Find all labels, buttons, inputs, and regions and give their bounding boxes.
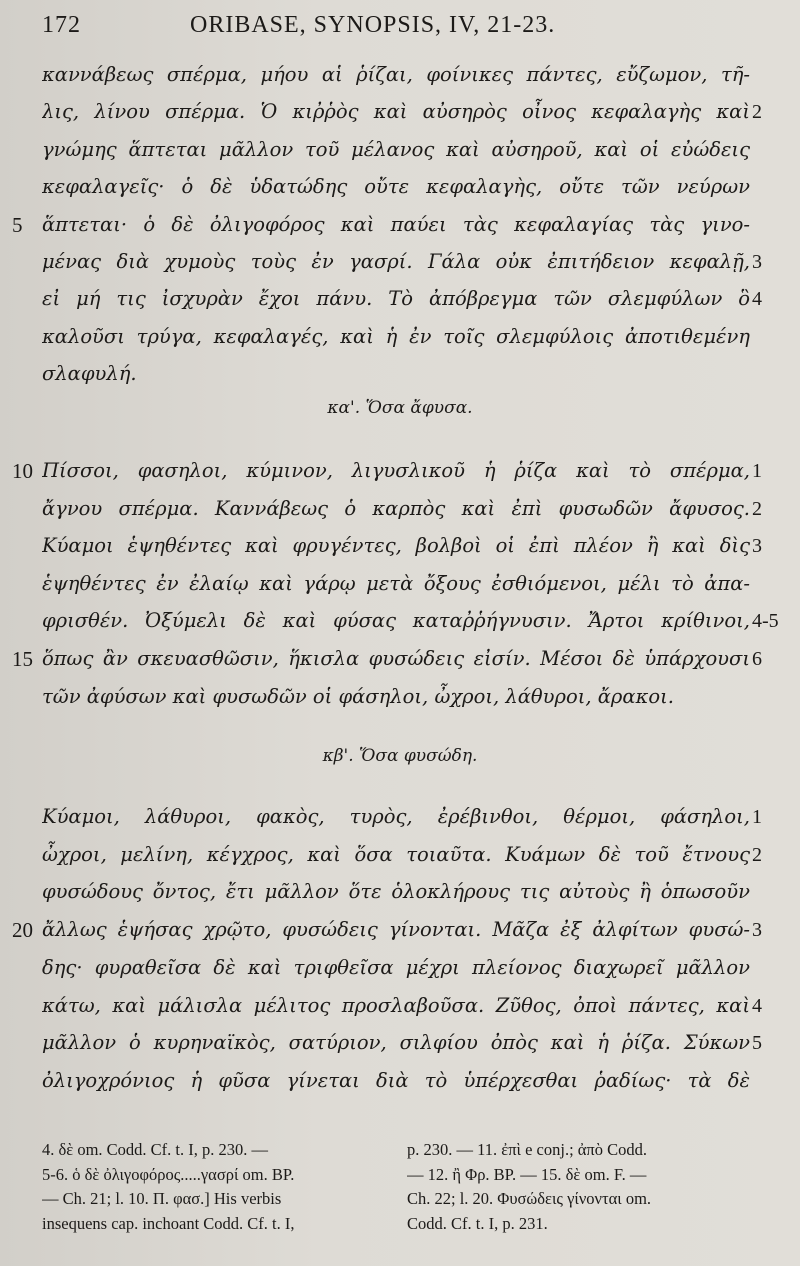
page-number: 172	[42, 12, 81, 38]
section-number: 4	[752, 288, 762, 311]
line-number: 15	[12, 647, 33, 671]
section-number: 1	[752, 460, 762, 482]
footnotes-right-column	[407, 1138, 787, 1236]
section-number: 6	[752, 648, 762, 670]
line-number: 5	[12, 212, 23, 237]
line-text: Κύαμοι, λάθυροι, φακὸς, τυρὸς, ἐρέβινθοι, θέρμοι, φάσηλοι,	[42, 805, 750, 828]
line-text: ὅπως ἂν σκευασθῶσιν, ἥκισλα φυσώδεις εἰσίν. Μέσοι δὲ ὑπάρχουσι	[42, 647, 750, 670]
line-text: εἰ μή τις ἰσχυρὰν ἔχοι πάνυ. Τὸ ἀπόβρεγμα τῶν σλεμφύλων ὃ	[42, 287, 750, 311]
text-line	[0, 642, 800, 682]
text-line	[0, 680, 800, 720]
line-text: ἄλλως ἑψήσας χρῷτο, φυσώδεις γίνονται. Μᾶζα ἐξ ἀλφίτων φυσώ-	[42, 918, 750, 942]
line-text: κάτω, καὶ μάλισλα μέλιτος προσλαβοῦσα. Ζῦθος, ὀποὶ πάντες, καὶ	[42, 993, 750, 1017]
chapter-heading-21: κα'. Ὅσα ἄφυσα.	[327, 398, 473, 418]
text-line	[0, 320, 800, 360]
line-text: ὀλιγοχρόνιος ἡ φῦσα γίνεται διὰ τὸ ὑπέρχεσθαι ῥαδίως· τὰ δὲ	[42, 1068, 750, 1092]
text-line	[0, 838, 800, 878]
line-text: κεφαλαγεῖς· ὁ δὲ ὑδατώδης οὔτε κεφαλαγὴς, οὔτε τῶν νεύρων	[42, 175, 750, 199]
text-line	[0, 567, 800, 607]
section-number: 3	[752, 251, 762, 273]
line-text: ἅπτεται· ὁ δὲ ὀλιγοφόρος καὶ παύει τὰς κεφαλαγίας τὰς γινο-	[42, 212, 750, 236]
footnote-line: Codd. Cf. t. I, p. 231.	[407, 1213, 548, 1233]
line-number: 10	[12, 459, 33, 483]
text-line	[0, 604, 800, 644]
text-line	[0, 208, 800, 248]
line-text: φρισθέν. Ὀξύμελι δὲ καὶ φύσας καταῤῥήγνυσιν. Ἄρτοι κρίθινοι,	[42, 609, 750, 633]
line-text: μᾶλλον ὁ κυρηναϊκὸς, σατύριον, σιλφίου ὀπὸς καὶ ἡ ῥίζα. Σύκων	[42, 1031, 750, 1055]
section-number: 3	[752, 535, 762, 558]
line-text: γνώμης ἅπτεται μᾶλλον τοῦ μέλανος καὶ αὐσηροῦ, καὶ οἱ εὐώδεις	[42, 137, 750, 161]
section-number: 3	[752, 919, 762, 942]
footnotes-left-column	[42, 1138, 392, 1236]
text-line	[0, 95, 800, 135]
line-text: Πίσσοι, φασηλοι, κύμινον, λιγυσλικοῦ ἡ ῥίζα καὶ τὸ σπέρμα,	[42, 459, 750, 482]
line-text: καννάβεως σπέρμα, μήου αἱ ῥίζαι, φοίνικες πάντες, εὔζωμον, τῆ-	[42, 63, 750, 86]
footnote-line: p. 230. — 11. ἐπὶ e conj.; ἀπὸ Codd.	[407, 1140, 648, 1159]
running-header	[40, 12, 600, 48]
running-title: ORIBASE, SYNOPSIS, IV, 21-23.	[190, 12, 556, 38]
line-text: λις, λίνου σπέρμα. Ὁ κιῤῥὸς καὶ αὐσηρὸς οἶνος κεφαλαγὴς καὶ	[42, 100, 750, 124]
section-number: 1	[752, 806, 762, 828]
section-number: 2	[752, 843, 762, 866]
text-line	[0, 800, 800, 840]
text-line	[0, 357, 800, 397]
footnote-line: insequens cap. inchoant Codd. Cf. t. I,	[42, 1213, 295, 1233]
line-text: δης· φυραθεῖσα δὲ καὶ τριφθεῖσα μέχρι πλείονος διαχωρεῖ μᾶλλον	[42, 955, 750, 979]
footnote-line: Ch. 22; l. 20. Φυσώδεις γίνονται om.	[407, 1189, 652, 1208]
chapter-heading-22: κβ'. Ὅσα φυσώδη.	[322, 746, 478, 766]
text-line	[0, 875, 800, 915]
line-text: μένας διὰ χυμοὺς τοὺς ἐν γασρί. Γάλα οὐκ ἐπιτήδειον κεφαλῇ,	[42, 250, 750, 273]
line-text: ἑψηθέντες ἐν ἐλαίῳ καὶ γάρῳ μετὰ ὄξους ἐσθιόμενοι, μέλι τὸ ἀπα-	[42, 571, 750, 595]
line-text: καλοῦσι τρύγα, κεφαλαγές, καὶ ἡ ἐν τοῖς σλεμφύλοις ἀποτιθεμένη	[42, 324, 750, 348]
section-number: 4	[752, 994, 762, 1017]
text-line	[0, 951, 800, 991]
footnote-line: 4. δὲ om. Codd. Cf. t. I, p. 230. —	[42, 1140, 268, 1159]
text-line	[0, 529, 800, 569]
line-text: ἄγνου σπέρμα. Καννάβεως ὁ καρπὸς καὶ ἐπὶ φυσωδῶν ἄφυσος.	[42, 496, 750, 520]
section-number: 4-5	[752, 610, 779, 633]
line-text: Κύαμοι ἑψηθέντες καὶ φρυγέντες, βολβοὶ οἱ ἐπὶ πλέον ἢ καὶ δὶς	[42, 534, 750, 558]
text-line	[0, 1026, 800, 1066]
section-number: 2	[752, 497, 762, 520]
line-text: τῶν ἀφύσων καὶ φυσωδῶν οἱ φάσηλοι, ὦχροι, λάθυροι, ἄρακοι.	[42, 684, 674, 708]
text-line	[0, 1064, 800, 1104]
footnote-line: — Ch. 21; l. 10. Π. φασ.] His verbis	[42, 1189, 282, 1208]
section-number: 2	[752, 101, 762, 124]
text-line	[0, 58, 800, 98]
text-line	[0, 170, 800, 210]
text-line	[0, 282, 800, 322]
section-number: 5	[752, 1032, 762, 1055]
line-text: σλαφυλή.	[42, 362, 137, 386]
text-line	[0, 492, 800, 532]
text-line	[0, 245, 800, 285]
line-number: 20	[12, 918, 33, 943]
footnote-line: — 12. ἢ Φρ. BP. — 15. δὲ om. F. —	[407, 1164, 647, 1184]
line-text: ὦχροι, μελίνη, κέγχρος, καὶ ὅσα τοιαῦτα. Κυάμων δὲ τοῦ ἔτνους	[42, 842, 750, 866]
text-line	[0, 913, 800, 953]
text-line	[0, 454, 800, 494]
footnote-line: 5-6. ὁ δὲ ὀλιγοφόρος.....γασρί om. BP.	[42, 1164, 295, 1184]
text-line	[0, 989, 800, 1029]
line-text: φυσώδους ὄντος, ἔτι μᾶλλον ὅτε ὁλοκλήρους τις αὐτοὺς ἢ ὁπωσοῦν	[42, 880, 750, 904]
text-line	[0, 133, 800, 173]
